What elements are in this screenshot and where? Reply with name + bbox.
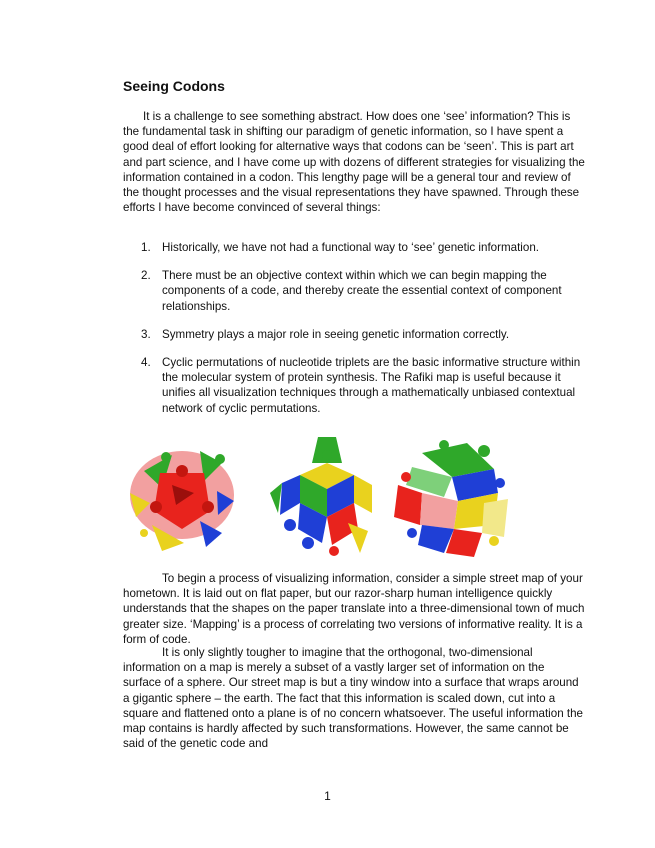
findings-list: [141, 240, 587, 429]
list-item: 4. Cyclic permutations of nucleotide triplets are the basic informative structure within the molecular system of protein synthesis. The Rafiki map is useful because it unifies all visualization techniques through a mathematically unbiased contextual network of cyclic permutations.: [141, 356, 581, 415]
street-map-paragraph: To begin a process of visualizing information, consider a simple street map of your hometown. It is laid out on flat paper, but our razor-sharp human intelligence quickly understands that the shapes on the paper translate into a three-dimensional town of much greater size. ‘Mapping’ is a process of correlating two versions of informative reality. It is a form of code.: [123, 572, 585, 646]
codon-model-red: [130, 451, 234, 551]
codon-model-cube: [270, 437, 372, 556]
intro-paragraph: It is a challenge to see something abstract. How does one ‘see’ information? This is the fundamental task in shifting our paradigm of genetic information, so I have spent a good deal of effort looking for alternative ways that codons can be ‘seen’. This is part art and part science, and I have come up with dozens of different strategies for visualizing the information contained in a codon. This lengthy page will be a general tour and review of the thought processes and the visual representations they have spawned. Through these efforts I have become convinced of several things:: [123, 110, 585, 215]
list-item: 2. There must be an objective context within which we can begin mapping the components of a code, and thereby create the essential context of component relationships.: [141, 269, 562, 313]
page-number: 1: [324, 789, 331, 803]
list-item: 3. Symmetry plays a major role in seeing genetic information correctly.: [141, 327, 510, 341]
sphere-paragraph: It is only slightly tougher to imagine that the orthogonal, two-dimensional information on a map is merely a subset of a vastly larger set of information on the surface of a sphere. Our street map is but a tiny window into a surface that wraps around a gigantic sphere – the earth. The fact that this information is scaled down, cut into a square and flattened onto a plane is of no concern whatsoever. The useful information the map contains is hardly affected by such transformations. However, the same cannot be said of the genetic code and: [123, 646, 583, 751]
page-title: Seeing Codons: [123, 78, 225, 94]
codon-models-figure: [122, 433, 552, 561]
list-item: 1. Historically, we have not had a functional way to ‘see’ genetic information.: [141, 241, 539, 254]
codon-model-layered: [394, 440, 508, 557]
